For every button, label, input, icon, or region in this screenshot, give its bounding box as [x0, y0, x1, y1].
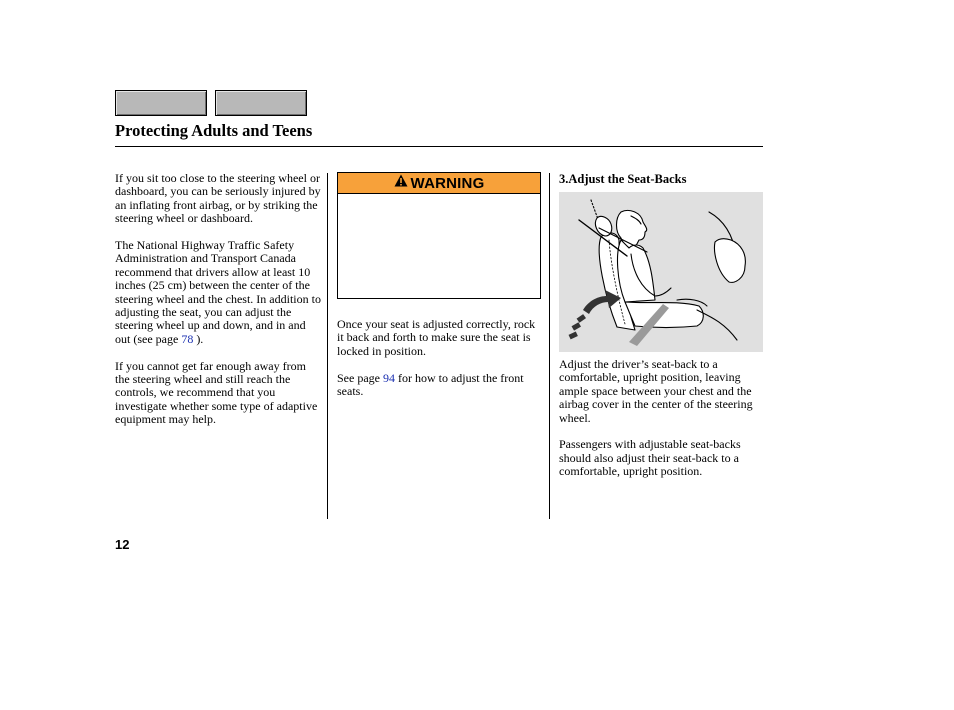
column-middle [337, 318, 543, 412]
column-divider-2 [549, 173, 550, 519]
column-right [559, 358, 763, 492]
seat-back-illustration [559, 192, 763, 352]
page-title: Protecting Adults and Teens [115, 121, 313, 140]
section-subheading: 3.Adjust the Seat-Backs [559, 172, 687, 186]
column-left [115, 172, 323, 440]
paragraph-nhtsa [115, 239, 323, 346]
nhtsa-end: ). [196, 331, 204, 346]
warning-label: WARNING [410, 174, 485, 192]
paragraph-adaptive-equipment: If you cannot get far enough away from the steering wheel and still reach the controls, we recommend that you investigate whether some type of adaptive equipment may help. [115, 358, 318, 427]
paragraph-driver-seat-back: Adjust the driver’s seat-back to a comfortable, upright position, leaving ample space between your chest and the airbag cover in the center of the steering wheel. [559, 357, 753, 425]
see-page-pre: See page [337, 370, 380, 385]
paragraph-rock-seat: Once your seat is adjusted correctly, rock it back and forth to make sure the seat is locked in position. [337, 317, 536, 358]
column-divider-1 [327, 173, 328, 519]
paragraph-passenger-seat-back: Passengers with adjustable seat-backs should also adjust their seat-back to a comfortable, upright position. [559, 437, 741, 479]
title-divider [115, 146, 763, 147]
seat-back-illustration-svg [559, 192, 763, 352]
warning-triangle-icon [394, 174, 408, 192]
nav-button-2[interactable] [215, 90, 307, 116]
paragraph-see-page [337, 372, 543, 399]
page-link-94[interactable]: 94 [382, 370, 395, 385]
see-page-post: for how to adjust the front seats. [337, 370, 524, 399]
page-number: 12 [115, 537, 130, 552]
nav-button-1[interactable] [115, 90, 207, 116]
nhtsa-text: The National Highway Traffic Safety Administration and Transport Canada recommend that drivers allow at least 10 inches (25 cm) between the center of the steering wheel and the chest. In addition to adjusting the seat, you can adjust the steering wheel up and down, and in and out (see page [115, 238, 321, 346]
warning-box [337, 172, 541, 299]
warning-header [338, 173, 540, 194]
paragraph-too-close: If you sit too close to the steering wheel or dashboard, you can be seriously injured by an inflating front airbag, or by striking the steering wheel or dashboard. [115, 171, 321, 226]
page-link-78[interactable]: 78 [181, 331, 194, 346]
